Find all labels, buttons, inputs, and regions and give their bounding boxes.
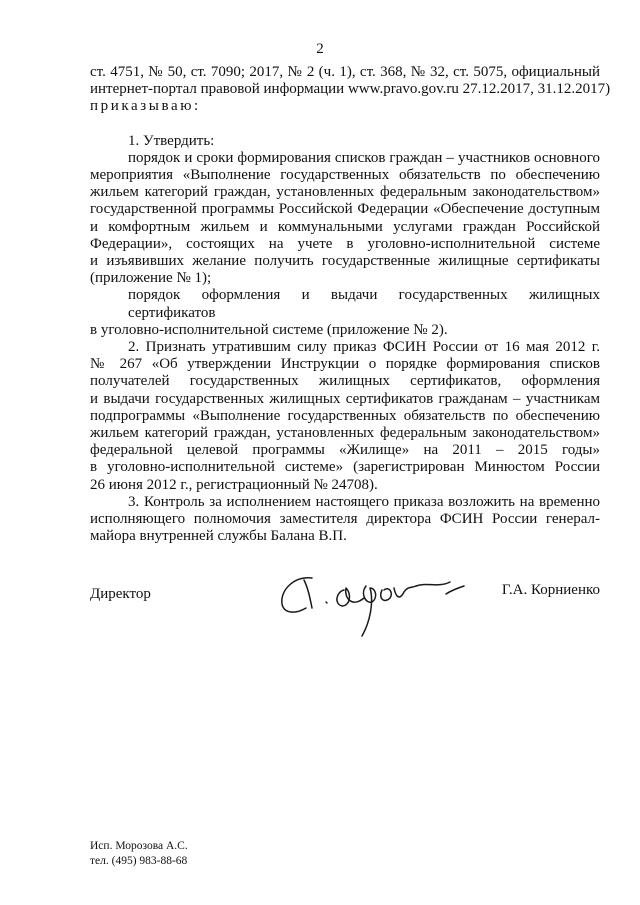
item-1-heading: 1. Утвердить:	[128, 132, 215, 149]
executor-block	[90, 839, 188, 869]
item-3-line: исполняющего полномочия заместителя директора ФСИН России генерал-	[90, 511, 600, 528]
item-1a-line: мероприятия «Выполнение государственных обязательств по обеспечению	[90, 167, 600, 184]
signatory-title: Директор	[90, 586, 151, 602]
intro-line: ст. 4751, № 50, ст. 7090; 2017, № 2 (ч. 1), ст. 368, № 32, ст. 5075, официальный	[90, 64, 600, 80]
item-1a-line: жильем категорий граждан, установленных федеральным законодательством»	[90, 184, 600, 201]
item-2-line: подпрограммы «Выполнение государственных обязательств по обеспечению	[90, 407, 600, 424]
item-2-line: и выдачи государственных жилищных сертификатов гражданам – участникам	[90, 390, 600, 407]
item-1a-line: государственной программы Российской Федерации «Обеспечение доступным	[90, 201, 600, 218]
item-3	[90, 494, 600, 546]
signature-block	[90, 568, 600, 648]
item-2-line: получателей государственных жилищных сертификатов, оформления	[90, 373, 600, 390]
document-body	[90, 64, 611, 545]
page-number: 2	[316, 41, 324, 57]
item-2-line: в уголовно-исполнительной системе» (зарегистрирован Минюстом России	[90, 459, 600, 476]
intro-line: интернет-портал правовой информации www.pravo.gov.ru 27.12.2017, 31.12.2017)	[90, 81, 611, 98]
item-2	[90, 339, 600, 494]
item-2-line: федеральной целевой программы «Жилище» на 2011 – 2015 годы»	[90, 442, 600, 459]
item-2-line: 2. Признать утратившим силу приказ ФСИН России от 16 мая 2012 г.	[128, 339, 600, 356]
handwritten-signature	[274, 568, 474, 644]
item-1b-line: в уголовно-исполнительной системе (приложение № 2).	[90, 321, 448, 338]
item-2-line: жильем категорий граждан, установленных федеральным законодательством»	[90, 425, 600, 442]
item-1a-line: (приложение № 1);	[90, 270, 212, 287]
executor-phone: тел. (495) 983-88-68	[90, 855, 188, 867]
item-3-line: 3. Контроль за исполнением настоящего приказа возложить на временно	[128, 493, 600, 510]
item-1	[90, 133, 600, 339]
item-1a-line: и комфортным жильем и коммунальными услугами граждан Российской	[90, 218, 600, 235]
paragraph-gap	[90, 116, 600, 133]
signatory-name: Г.А. Корниенко	[501, 582, 600, 598]
order-word: приказываю:	[90, 98, 201, 115]
item-3-line: майора внутренней службы Балана В.П.	[90, 528, 347, 545]
executor-name: Исп. Морозова А.С.	[90, 840, 188, 852]
item-1b-line: порядок оформления и выдачи государственных жилищных сертификатов	[128, 287, 600, 321]
item-1a-line: Федерации», состоящих на учете в уголовно-исполнительной системе	[90, 235, 600, 252]
intro-paragraph	[90, 64, 611, 116]
item-1a-line: порядок и сроки формирования списков граждан – участников основного	[128, 149, 600, 166]
item-2-line: 26 июня 2012 г., регистрационный № 24708).	[90, 476, 378, 493]
item-2-line: № 267 «Об утверждении Инструкции о порядке формирования списков	[90, 356, 600, 373]
item-1a-line: и изъявивших желание получить государственные жилищные сертификаты	[90, 253, 600, 270]
